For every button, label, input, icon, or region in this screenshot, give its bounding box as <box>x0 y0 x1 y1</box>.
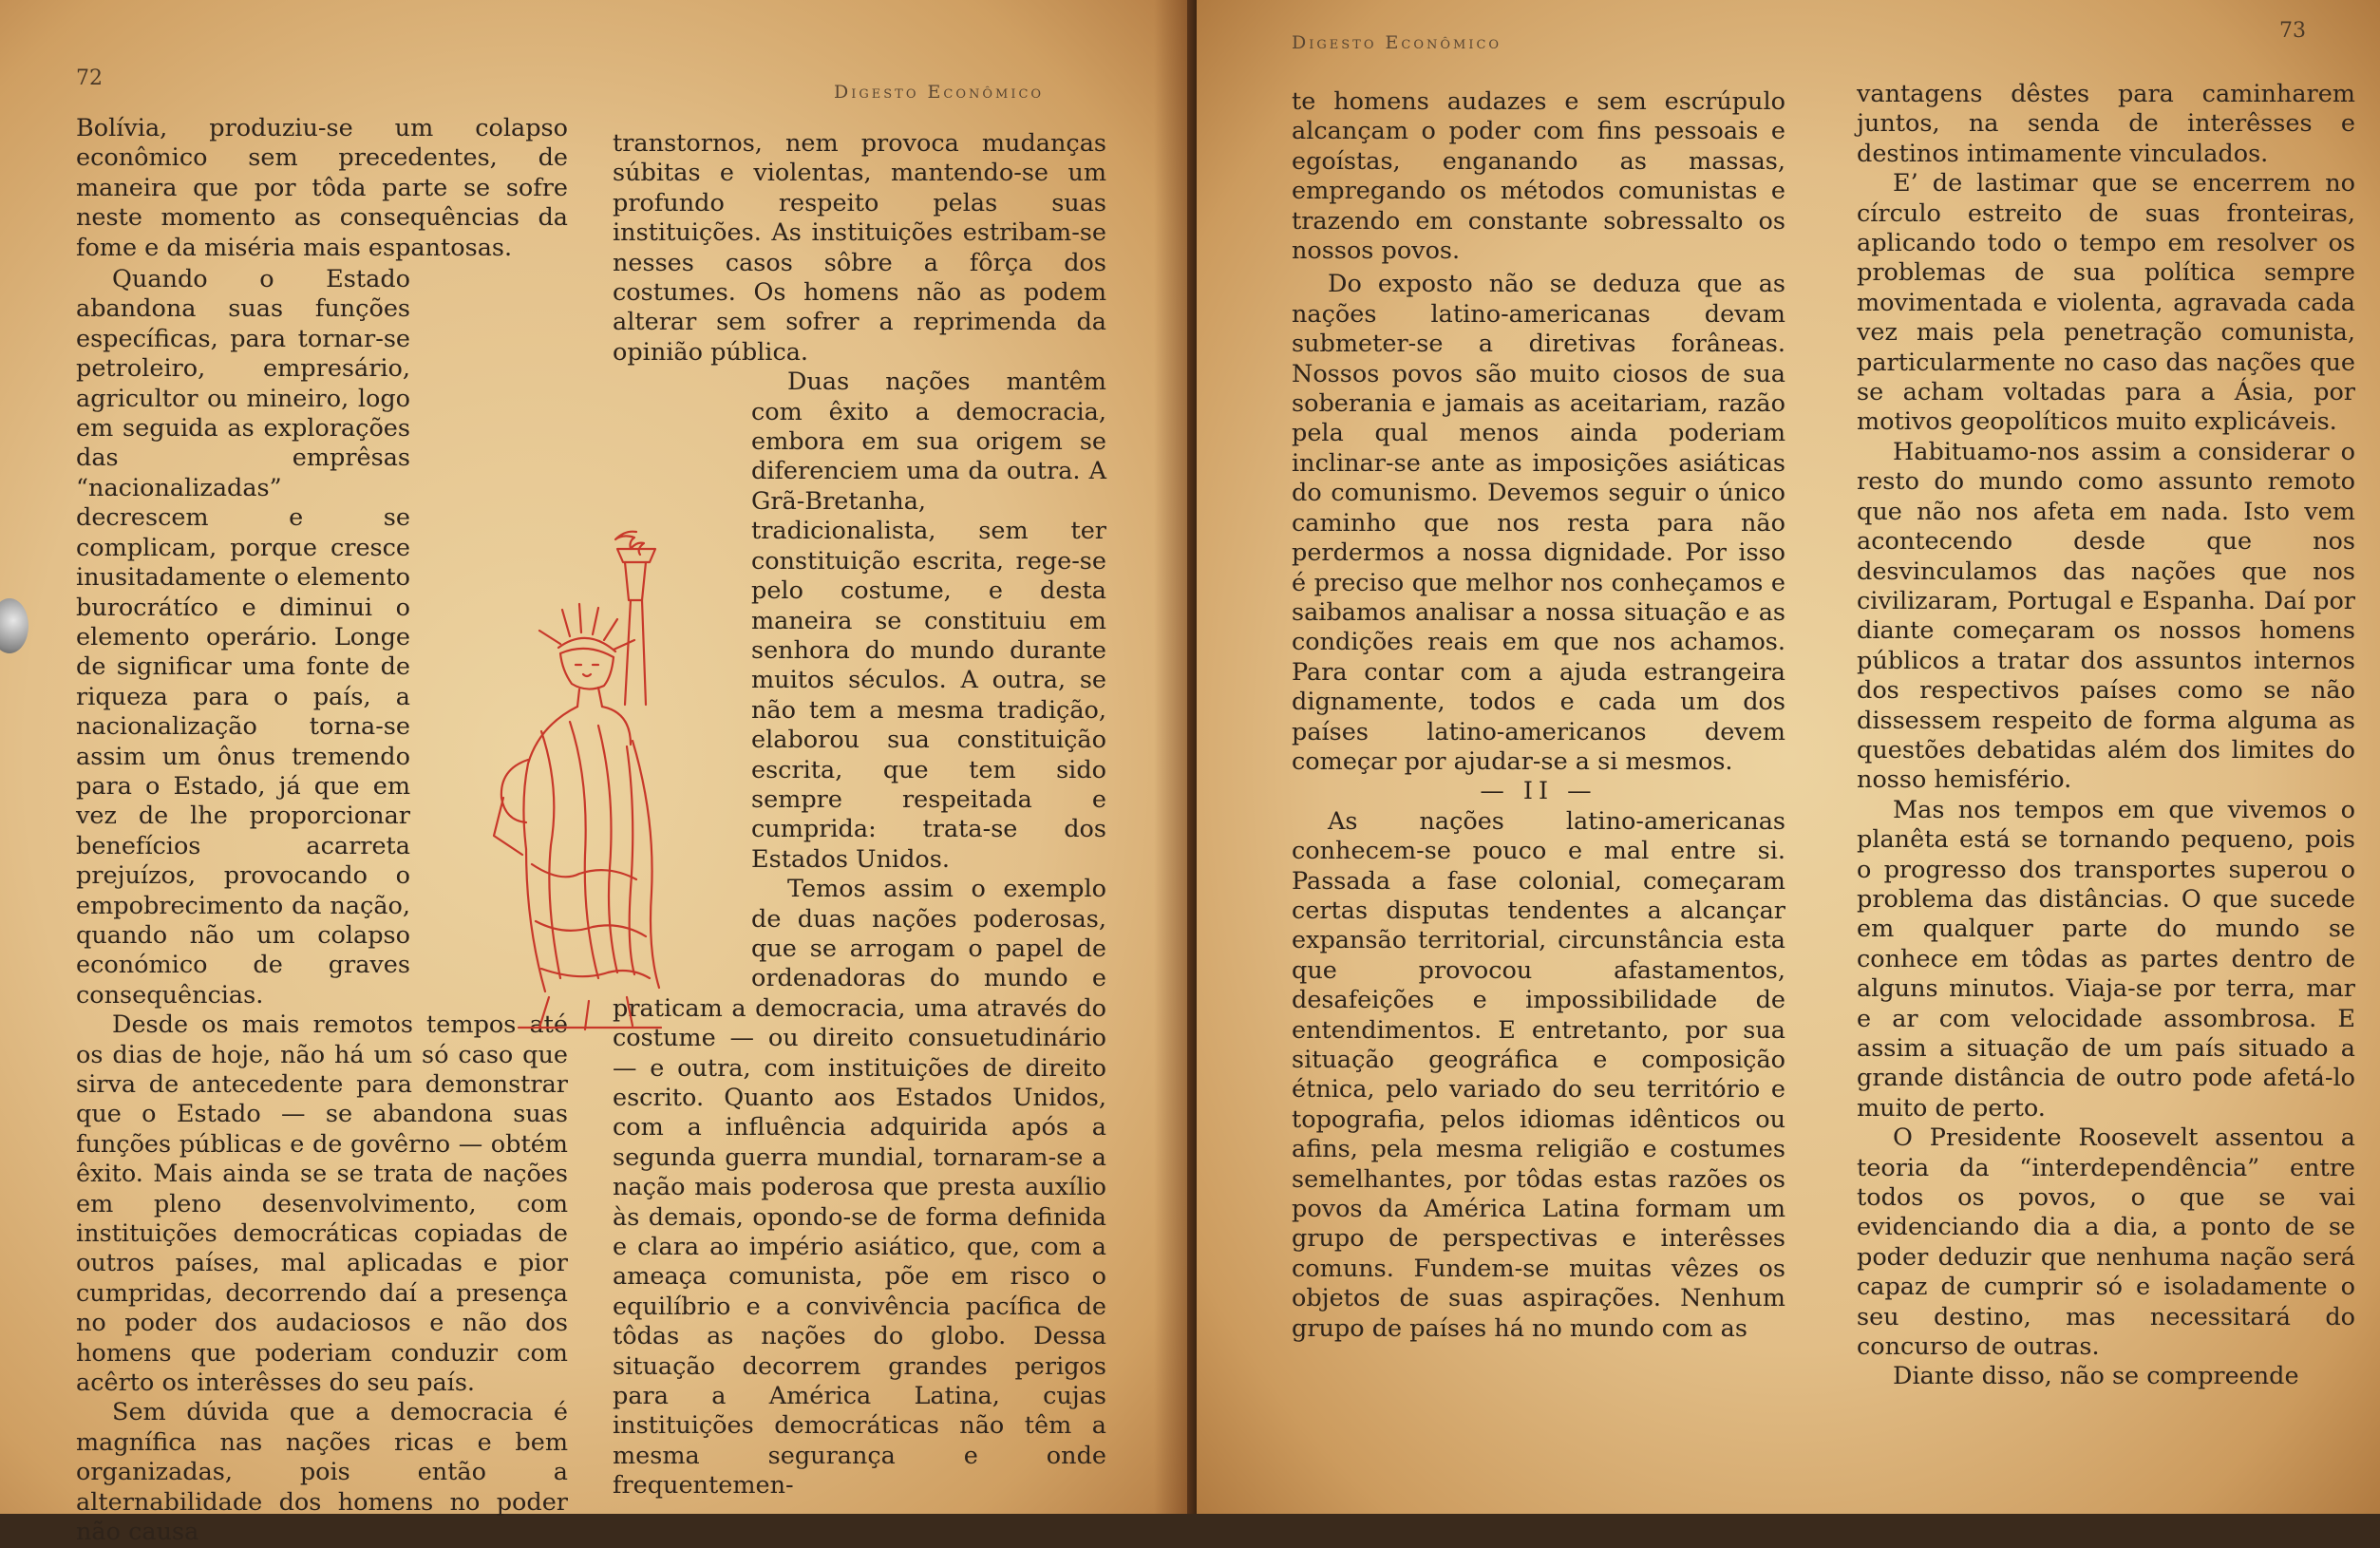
paragraph: Sem dúvida que a democracia é magnífica nas nações ricas e bem organizadas, pois então a alternabilidade dos homens no poder não causa <box>76 1398 568 1547</box>
paragraph: Habituamo-nos assim a considerar o resto do mundo como assunto remoto que não nos afeta em nada. Isto vem acontecendo desde que nos desvinculamos das nações que nos civilizaram, Portugal e Espanha. Daí por diante começaram os nossos homens públicos a tratar dos assuntos internos dos respectivos países como se não dissessem respeito de forma alguma as questões debatidas além dos limites do nosso hemisfério. <box>1857 437 2355 795</box>
paragraph: te homens audazes e sem escrúpulo alcançam o poder com fins pessoais e egoístas, enganando as massas, empregando os métodos comunistas e trazendo em constante sobressalto os nossos povos. <box>1292 87 1785 266</box>
left-page <box>0 0 1187 1547</box>
paragraph: Diante disso, não se compreende <box>1893 1362 2299 1391</box>
page-number-left: 72 <box>76 66 103 90</box>
paragraph: Bolívia, produziu-se um colapso econômico sem precedentes, de maneira que por tôda parte se sofre neste momento as consequências da fome e da miséria mais espantosas. <box>76 114 568 262</box>
paragraph: O Presidente Roosevelt assentou a teoria da “interdependência” entre todos os povos, o que se vai evidenciando dia a dia, a ponto de se poder deduzir que nenhuma nação será capaz de cumprir só e isoladamente o seu destino, mas necessitará do concurso de outras. <box>1857 1123 2355 1362</box>
paragraph: Duas nações mantêm com êxito a democracia, embora em sua origem se diferenciem uma da outra. A Grã-Bretanha, tradicionalista, sem ter constituição escrita, rege-se pelo costume, e desta maneira se constituiu em senhora do mundo durante muitos séculos. A outra, se não tem a mesma tradição, elaborou sua constituição escrita, que tem sido sempre respeitada e cumprida: trata-se dos Estados Unidos. <box>751 368 1106 874</box>
right-page <box>1197 0 2380 1514</box>
section-heading: — II — <box>1480 777 1597 806</box>
right-page-column-1 <box>1292 87 1785 1344</box>
paragraph: Desde os mais remotos tempos até os dias de hoje, não há um só caso que sirva de antecedente para demonstrar que o Estado — se abandona suas funções públicas e de govêrno — obtém êxito. Mais ainda se se trata de nações em pleno desenvolvimento, com instituições democráticas copiadas de outros países, mal aplicadas e pior cumpridas, decorrendo daí a presença no poder dos audaciosos e não dos homens que poderiam conduzir com acêrto os interêsses do seu país. <box>76 1010 568 1398</box>
paragraph: E’ de lastimar que se encerrem no círculo estreito de suas fronteiras, aplicando todo o tempo em resolver os problemas de sua política sempre movimentada e violenta, agravada cada vez mais pela penetração comunista, particularmente no caso das nações que se acham voltadas para a Ásia, por motivos geopolíticos muito explicáveis. <box>1857 169 2355 437</box>
page-number-right: 73 <box>2279 19 2306 43</box>
paragraph: As nações latino-americanas conhecem-se pouco e mal entre si. Passada a fase colonial, começaram certas disputas tendentes a alcançar expansão territorial, circunstância esta que provocou afastamentos, desafeições e impossibilidade de entendimentos. E entretanto, por sua situação geográfica e composição étnica, pelo variado do seu território e topografia, pelos idiomas idênticos ou afins, pela mesma religião e costumes semelhantes, por tôdas estas razões os povos da América Latina formam um grupo de perspectivas e interêsses comuns. Fundem-se muitas vêzes os objetos de suas aspirações. Nenhum grupo de países há no mundo com as <box>1292 806 1785 1343</box>
running-head-left: Digesto Econômico <box>834 82 1045 103</box>
statue-of-liberty-illustration <box>437 522 760 1035</box>
running-head-right: Digesto Econômico <box>1292 32 1502 53</box>
paragraph: Mas nos tempos em que vivemos o planêta está se tornando pequeno, pois o progresso dos transportes superou o problema das distâncias. O que sucede em qualquer parte do mundo se conhece em tôdas as partes dentro de alguns minutos. Viaja-se por terra, mar e ar com velocidade assombrosa. E assim a situação de um país situado a grande distância de outro pode afetá-lo muito de perto. <box>1857 795 2355 1123</box>
paragraph: Quando o Estado abandona suas funções específicas, para tornar-se petroleiro, empresário, agricultor ou mineiro, logo em seguida as explorações das emprêsas “nacionalizadas” decrescem e se complicam, porque cresce inusitadamente o elemento burocrátíco e diminui o elemento operário. Longe de significar uma fonte de riqueza para o país, a nacionalização torna-se assim um ônus tremendo para o Estado, já que em vez de lhe proporcionar benefícios acarreta prejuízos, provocando o empobrecimento da nação, quando não um colapso económico de graves consequências. <box>76 265 410 1010</box>
right-page-column-2 <box>1857 80 2355 1392</box>
paragraph: Do exposto não se deduza que as nações latino-americanas devam submeter-se a diretivas forâneas. Nossos povos são muito ciosos de sua soberania e jamais as aceitariam, razão pela qual menos ainda poderiam inclinar-se ante as imposições asiáticas do comunismo. Devemos seguir o único caminho que nos resta para não perdermos a nossa dignidade. Por isso é preciso que melhor nos conheçamos e saibamos analisar a nossa situação e as condições reais em que nos achamos. Para contar com a ajuda estrangeira dignamente, todos e cada um dos países latino-americanos devem começar por ajudar-se a si mesmos. <box>1292 270 1785 776</box>
paragraph: vantagens dêstes para caminharem juntos, na senda de interêsses e destinos intimamente vinculados. <box>1857 80 2355 168</box>
paragraph: transtornos, nem provoca mudanças súbitas e violentas, mantendo-se um profundo respeito pelas suas instituições. As instituições estribam-se nesses casos sôbre a fôrça dos costumes. Os homens não as podem alterar sem sofrer a reprimenda da opinião pública. <box>613 129 1106 367</box>
paragraph: Temos assim o exemplo de duas nações poderosas, que se arrogam o papel de ordenadoras do mundo e praticam a democracia, uma através do costume — ou direito consuetudinário — e outra, com instituições de direito escrito. Quanto aos Estados Unidos, com a influência adquirida após a segunda guerra mundial, tornaram-se a nação mais poderosa que presta auxílio às demais, opondo-se de forma definida e clara ao império asiático, que, com a ameaça comunista, põe em risco o equilíbrio e a convivência pacífica de tôdas as nações do globo. Dessa situação decorrem grandes perigos para a América Latina, cujas instituições democráticas não têm a mesma segurança e onde frequentemen- <box>613 875 1106 1501</box>
binder-clip-mark <box>0 598 28 653</box>
